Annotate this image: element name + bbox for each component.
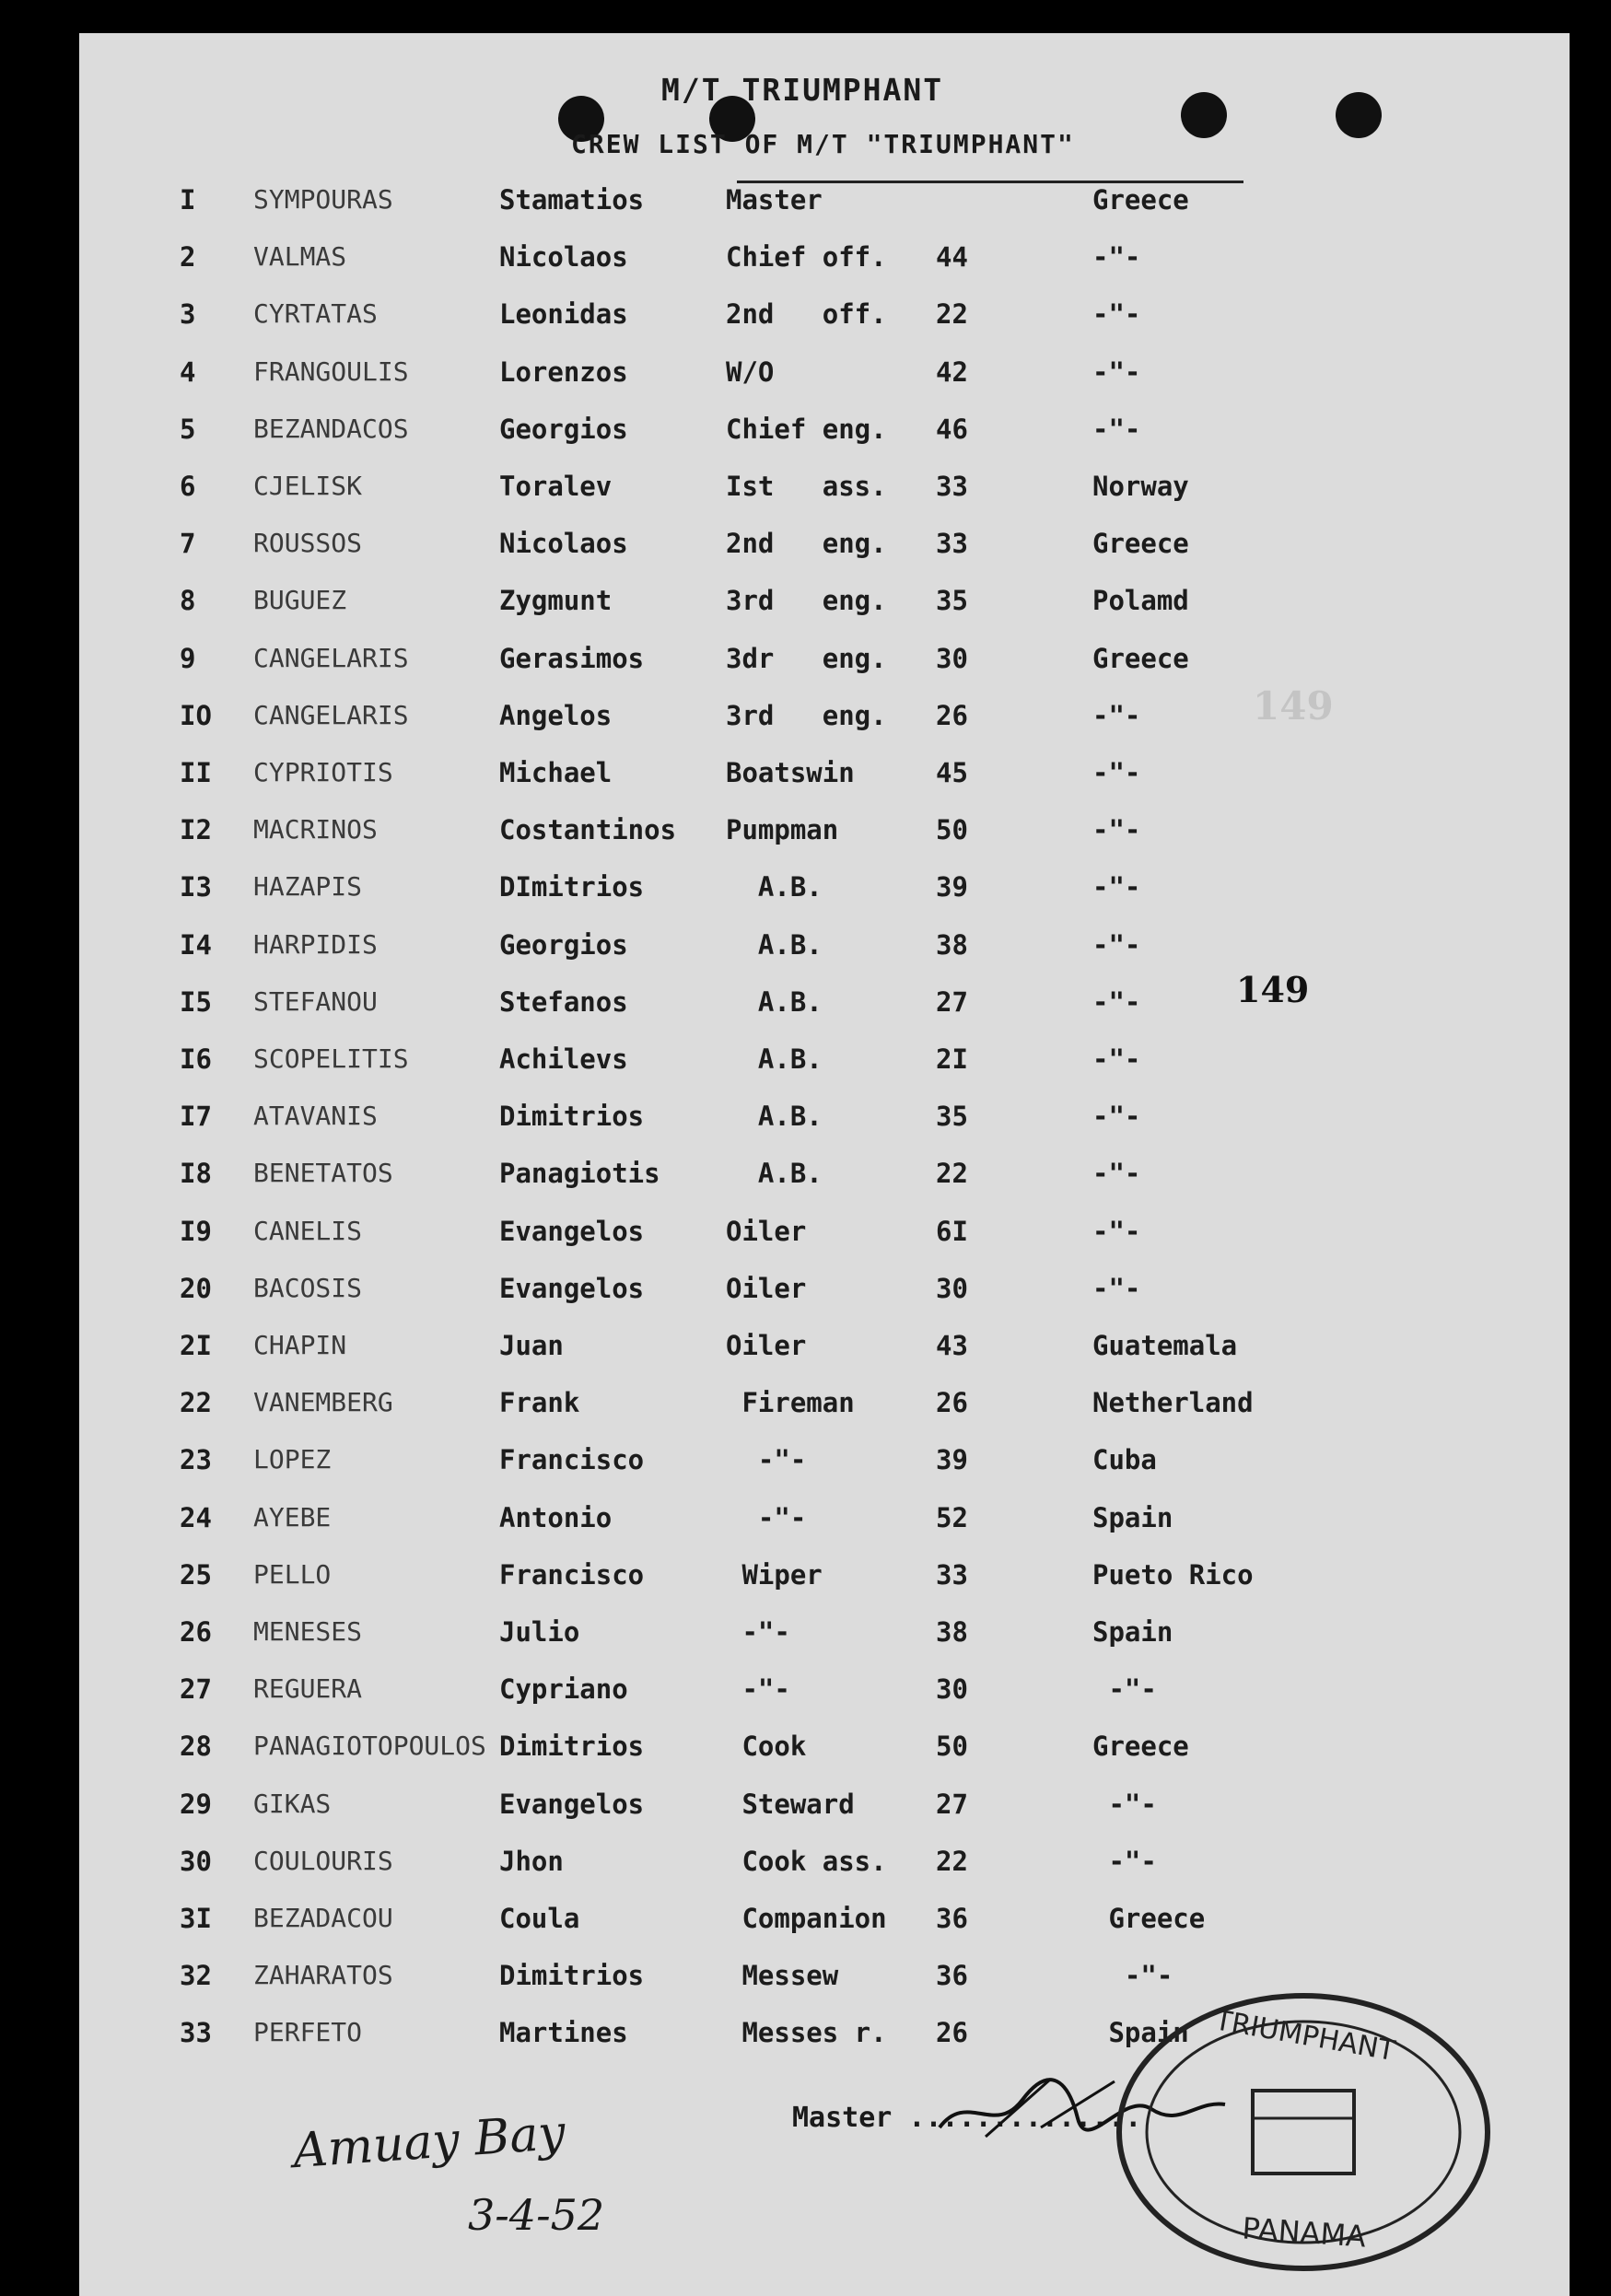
crew-row	[0, 528, 1611, 568]
crew-surname: REGUERA	[253, 1673, 363, 1705]
crew-age: 36	[936, 1903, 968, 1934]
crew-position: -"-	[726, 1616, 790, 1648]
crew-age: 38	[936, 1616, 968, 1648]
crew-nationality: Spain	[1092, 2017, 1189, 2049]
crew-surname: HARPIDIS	[253, 928, 378, 960]
crew-age: 39	[936, 871, 968, 903]
crew-surname: BACOSIS	[253, 1272, 363, 1303]
crew-nationality: Greece	[1092, 1731, 1189, 1763]
crew-position: A.B.	[726, 871, 823, 903]
crew-given-name: Julio	[499, 1616, 580, 1648]
crew-surname: MACRINOS	[253, 814, 378, 845]
crew-row	[0, 814, 1611, 855]
crew-age: 22	[936, 1845, 968, 1877]
crew-position: 3dr eng.	[726, 642, 887, 674]
crew-nationality: -"-	[1092, 298, 1141, 331]
crew-age: 30	[936, 1272, 968, 1304]
crew-age: 52	[936, 1501, 968, 1533]
crew-age: 46	[936, 413, 968, 445]
punch-hole	[1336, 92, 1382, 138]
crew-surname: ATAVANIS	[253, 1101, 378, 1132]
crew-row	[0, 1273, 1611, 1313]
crew-age: 45	[936, 757, 968, 788]
crew-given-name: Francisco	[499, 1444, 645, 1476]
crew-nationality: Cuba	[1092, 1444, 1157, 1476]
crew-nationality: -"-	[1092, 814, 1141, 846]
stamp-bottom-text: PANAMA	[1241, 2210, 1368, 2255]
crew-age: 33	[936, 528, 968, 560]
crew-number: IO	[180, 699, 212, 731]
crew-row	[0, 1444, 1611, 1485]
crew-row	[0, 356, 1611, 397]
crew-number: II	[180, 757, 212, 788]
crew-age: 30	[936, 642, 968, 674]
crew-position: -"-	[726, 1444, 807, 1476]
crew-given-name: Toralev	[499, 471, 613, 502]
crew-given-name: Georgios	[499, 928, 628, 961]
crew-number: I9	[180, 1215, 212, 1247]
crew-number: 22	[180, 1387, 212, 1419]
crew-age: 22	[936, 1158, 968, 1190]
crew-age: 22	[936, 298, 968, 331]
title-underline	[737, 181, 1243, 183]
crew-given-name: Dimitrios	[499, 1101, 645, 1133]
crew-nationality: Greece	[1092, 184, 1189, 216]
crew-row	[0, 871, 1611, 912]
crew-surname: PERFETO	[253, 2017, 363, 2048]
crew-row	[0, 241, 1611, 282]
crew-surname: CHAPIN	[253, 1330, 347, 1360]
crew-nationality: -"-	[1092, 699, 1141, 731]
crew-nationality: Guatemala	[1092, 1330, 1238, 1361]
crew-number: I4	[180, 928, 212, 961]
vessel-heading: M/T TRIUMPHANT	[661, 72, 944, 108]
crew-surname: GIKAS	[253, 1788, 332, 1819]
crew-age: 50	[936, 814, 968, 846]
crew-given-name: Leonidas	[499, 298, 628, 331]
crew-position: Messes r.	[726, 2017, 887, 2049]
crew-number: 5	[180, 413, 196, 445]
crew-surname: PELLO	[253, 1558, 332, 1590]
crew-surname: CYRTATAS	[253, 298, 378, 330]
crew-surname: ROUSSOS	[253, 528, 363, 559]
crew-surname: MENESES	[253, 1616, 363, 1647]
crew-row	[0, 1789, 1611, 1829]
crew-age: 42	[936, 355, 968, 388]
crew-number: 27	[180, 1673, 212, 1706]
crew-row	[0, 1330, 1611, 1370]
crew-given-name: Gerasimos	[499, 642, 645, 674]
crew-number: 28	[180, 1731, 212, 1763]
crew-row	[0, 1846, 1611, 1886]
page-number: 149	[1236, 969, 1310, 1010]
crew-given-name: Panagiotis	[499, 1158, 660, 1190]
crew-number: 24	[180, 1501, 212, 1533]
crew-age: 50	[936, 1731, 968, 1763]
crew-age: 30	[936, 1673, 968, 1706]
crew-row	[0, 1101, 1611, 1141]
crew-position: Pumpman	[726, 814, 839, 846]
crew-position: Chief eng.	[726, 413, 887, 445]
crew-row	[0, 471, 1611, 511]
crew-nationality: -"-	[1092, 1788, 1157, 1820]
ship-stamp	[1105, 1980, 1501, 2284]
crew-given-name: Costantinos	[499, 814, 677, 846]
crew-given-name: Stefanos	[499, 985, 628, 1018]
crew-row	[0, 298, 1611, 339]
crew-given-name: Angelos	[499, 699, 613, 731]
crew-nationality: -"-	[1092, 241, 1141, 274]
crew-row	[0, 1043, 1611, 1084]
punch-hole	[1181, 92, 1227, 138]
crew-age: 35	[936, 1101, 968, 1133]
crew-given-name: Nicolaos	[499, 528, 628, 560]
crew-number: 2I	[180, 1330, 212, 1361]
crew-age: 38	[936, 928, 968, 961]
crew-age: 6I	[936, 1215, 968, 1247]
crew-surname: SYMPOURAS	[253, 184, 393, 215]
crew-age: 39	[936, 1444, 968, 1476]
crew-surname: CJELISK	[253, 471, 363, 501]
crew-row	[0, 1616, 1611, 1657]
crew-given-name: Martines	[499, 2017, 628, 2049]
crew-number: 26	[180, 1616, 212, 1648]
crew-position: Oiler	[726, 1215, 807, 1247]
crew-position: A.B.	[726, 1158, 823, 1190]
crew-number: I7	[180, 1101, 212, 1133]
crew-nationality: -"-	[1092, 1845, 1157, 1877]
crew-nationality: Greece	[1092, 642, 1189, 674]
crew-number: 30	[180, 1845, 212, 1877]
crew-position: Cook ass.	[726, 1845, 887, 1877]
crew-position: -"-	[726, 1673, 790, 1706]
crew-position: Boatswin	[726, 757, 855, 788]
crew-surname: AYEBE	[253, 1501, 332, 1533]
crew-nationality: -"-	[1092, 1043, 1141, 1075]
crew-given-name: Evangelos	[499, 1788, 645, 1820]
master-signature-line: Master ..............	[792, 2102, 1142, 2134]
crew-position: Ist ass.	[726, 471, 887, 502]
crew-position: 2nd off.	[726, 298, 887, 331]
crew-number: 7	[180, 528, 196, 560]
crew-given-name: Jhon	[499, 1845, 564, 1877]
crew-given-name: Francisco	[499, 1558, 645, 1591]
crew-row	[0, 700, 1611, 740]
crew-nationality: -"-	[1092, 413, 1141, 445]
crew-nationality: -"-	[1092, 1673, 1157, 1706]
crew-nationality: -"-	[1092, 1101, 1141, 1133]
crew-row	[0, 1559, 1611, 1600]
crew-number: I8	[180, 1158, 212, 1190]
crew-given-name: Frank	[499, 1387, 580, 1419]
crew-age: 26	[936, 699, 968, 731]
crew-surname: BENETATOS	[253, 1158, 393, 1189]
crew-position: W/O	[726, 355, 775, 388]
crew-nationality: Netherland	[1092, 1387, 1254, 1419]
crew-nationality: Spain	[1092, 1501, 1173, 1533]
crew-given-name: Cypriano	[499, 1673, 628, 1706]
crew-given-name: Dimitrios	[499, 1960, 645, 1992]
crew-surname: HAZAPIS	[253, 871, 363, 903]
crew-age: 36	[936, 1960, 968, 1992]
crew-surname: LOPEZ	[253, 1444, 332, 1475]
crew-position: Oiler	[726, 1330, 807, 1361]
crew-age: 27	[936, 1788, 968, 1820]
crew-position: Cook	[726, 1731, 807, 1763]
crew-surname: CANGELARIS	[253, 699, 409, 730]
crew-nationality: Pueto Rico	[1092, 1558, 1254, 1591]
crew-number: I3	[180, 871, 212, 903]
crew-nationality: -"-	[1092, 1158, 1141, 1190]
faint-page-number: 149	[1253, 683, 1334, 728]
crew-number: 25	[180, 1558, 212, 1591]
handwritten-date: 3-4-52	[468, 2190, 605, 2240]
crew-given-name: Michael	[499, 757, 613, 788]
crew-nationality: -"-	[1092, 355, 1141, 388]
crew-surname: PANAGIOTOPOULOS	[253, 1731, 486, 1762]
crew-surname: STEFANOU	[253, 985, 378, 1017]
crew-number: 9	[180, 642, 196, 674]
crew-age: 33	[936, 471, 968, 502]
crew-age: 26	[936, 2017, 968, 2049]
crew-surname: BUGUEZ	[253, 585, 347, 616]
crew-nationality: -"-	[1092, 1960, 1173, 1992]
crew-given-name: Evangelos	[499, 1272, 645, 1304]
crew-row	[0, 1387, 1611, 1428]
crew-given-name: Achilevs	[499, 1043, 628, 1075]
crew-nationality: Spain	[1092, 1616, 1173, 1648]
crew-position: 3rd eng.	[726, 585, 887, 617]
crew-given-name: Nicolaos	[499, 241, 628, 274]
crew-number: 33	[180, 2017, 212, 2049]
crew-number: 2	[180, 241, 196, 274]
crew-surname: CANELIS	[253, 1215, 363, 1246]
crew-surname: VANEMBERG	[253, 1387, 393, 1418]
crew-surname: FRANGOULIS	[253, 355, 409, 387]
crew-number: 6	[180, 471, 196, 502]
crew-given-name: Juan	[499, 1330, 564, 1361]
crew-position: Messew	[726, 1960, 839, 1992]
crew-nationality: -"-	[1092, 985, 1141, 1018]
crew-position: Master	[726, 184, 823, 216]
crew-row	[0, 184, 1611, 225]
crew-number: 23	[180, 1444, 212, 1476]
crew-age: 43	[936, 1330, 968, 1361]
crew-age: 2I	[936, 1043, 968, 1075]
crew-nationality: -"-	[1092, 757, 1141, 788]
crew-number: I	[180, 184, 196, 216]
crew-nationality: Norway	[1092, 471, 1189, 502]
crew-list-title: CREW LIST OF M/T "TRIUMPHANT"	[571, 129, 1075, 159]
crew-surname: SCOPELITIS	[253, 1043, 409, 1074]
crew-age: 44	[936, 241, 968, 274]
crew-nationality: Polamd	[1092, 585, 1189, 617]
crew-number: 3I	[180, 1903, 212, 1934]
crew-surname: VALMAS	[253, 241, 347, 273]
crew-position: A.B.	[726, 1043, 823, 1075]
crew-given-name: Evangelos	[499, 1215, 645, 1247]
crew-position: A.B.	[726, 928, 823, 961]
crew-number: 20	[180, 1272, 212, 1304]
crew-position: Companion	[726, 1903, 887, 1934]
crew-nationality: -"-	[1092, 1215, 1141, 1247]
crew-number: I6	[180, 1043, 212, 1075]
crew-row	[0, 1673, 1611, 1714]
crew-surname: CYPRIOTIS	[253, 757, 393, 787]
crew-position: Chief off.	[726, 241, 887, 274]
crew-given-name: Zygmunt	[499, 585, 613, 617]
crew-given-name: Dimitrios	[499, 1731, 645, 1763]
crew-age: 35	[936, 585, 968, 617]
handwritten-place: Amuay Bay	[291, 2104, 567, 2180]
crew-number: 32	[180, 1960, 212, 1992]
crew-position: 2nd eng.	[726, 528, 887, 560]
crew-surname: BEZADACOU	[253, 1903, 393, 1933]
crew-position: Fireman	[726, 1387, 855, 1419]
crew-surname: ZAHARATOS	[253, 1960, 393, 1991]
crew-number: I5	[180, 985, 212, 1018]
crew-surname: BEZANDACOS	[253, 413, 409, 444]
crew-surname: CANGELARIS	[253, 642, 409, 673]
crew-row	[0, 757, 1611, 798]
crew-number: 8	[180, 585, 196, 617]
crew-age: 33	[936, 1558, 968, 1591]
crew-row	[0, 986, 1611, 1027]
crew-position: Oiler	[726, 1272, 807, 1304]
crew-number: I2	[180, 814, 212, 846]
crew-age: 27	[936, 985, 968, 1018]
crew-nationality: -"-	[1092, 871, 1141, 903]
crew-number: 4	[180, 355, 196, 388]
crew-nationality: -"-	[1092, 928, 1141, 961]
crew-position: 3rd eng.	[726, 699, 887, 731]
crew-nationality: Greece	[1092, 528, 1189, 560]
crew-nationality: Greece	[1092, 1903, 1206, 1934]
crew-row	[0, 585, 1611, 625]
crew-given-name: Coula	[499, 1903, 580, 1934]
crew-row	[0, 643, 1611, 683]
crew-age: 26	[936, 1387, 968, 1419]
crew-row	[0, 1216, 1611, 1256]
crew-given-name: Lorenzos	[499, 355, 628, 388]
crew-row	[0, 1158, 1611, 1198]
crew-row	[0, 1731, 1611, 1771]
crew-row	[0, 414, 1611, 454]
crew-row	[0, 1502, 1611, 1543]
crew-given-name: Stamatios	[499, 184, 645, 216]
stamp-top-text: TRIUMPHANT	[1212, 2004, 1398, 2069]
crew-number: 29	[180, 1788, 212, 1820]
crew-position: Steward	[726, 1788, 855, 1820]
crew-surname: COULOURIS	[253, 1845, 393, 1876]
crew-number: 3	[180, 298, 196, 331]
crew-row	[0, 1903, 1611, 1943]
crew-position: Wiper	[726, 1558, 823, 1591]
crew-given-name: DImitrios	[499, 871, 645, 903]
crew-position: -"-	[726, 1501, 807, 1533]
crew-given-name: Georgios	[499, 413, 628, 445]
crew-given-name: Antonio	[499, 1501, 613, 1533]
crew-nationality: -"-	[1092, 1272, 1141, 1304]
crew-position: A.B.	[726, 1101, 823, 1133]
crew-position: A.B.	[726, 985, 823, 1018]
crew-row	[0, 929, 1611, 970]
